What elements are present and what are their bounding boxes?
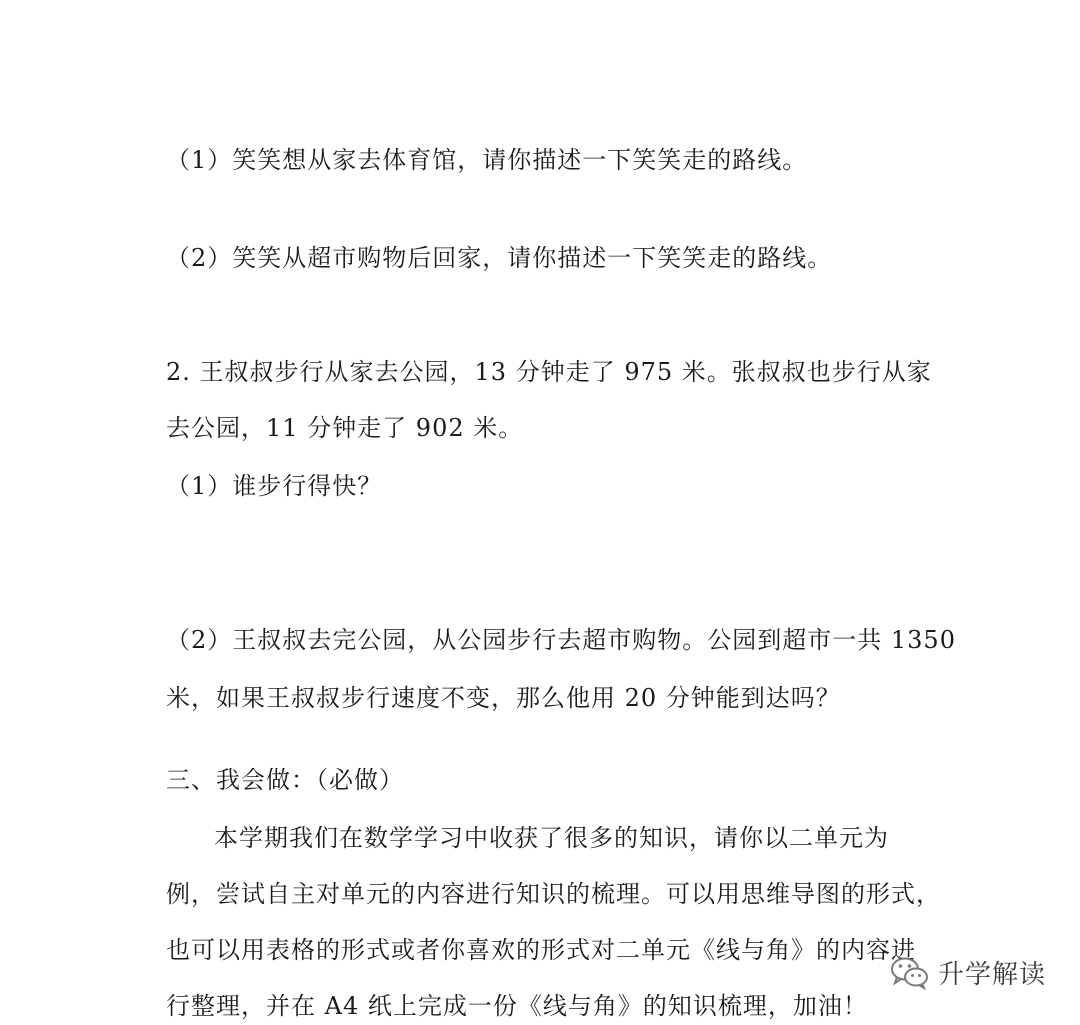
question-1-part-1: （1）笑笑想从家去体育馆，请你描述一下笑笑走的路线。 [166,146,808,174]
question-2-part-2-line-2: 米，如果王叔叔步行速度不变，那么他用 20 分钟能到达吗？ [166,684,841,712]
section-3-paragraph-line-4: 行整理，并在 A4 纸上完成一份《线与角》的知识梳理，加油！ [166,992,868,1020]
section-3-heading: 三、我会做：（必做） [166,766,404,794]
section-3-paragraph-line-1: 本学期我们在数学学习中收获了很多的知识，请你以二单元为 [214,824,889,852]
question-2-line-1: 2. 王叔叔步行从家去公园，13 分钟走了 975 米。张叔叔也步行从家 [166,358,932,386]
watermark [890,954,1046,991]
question-2-part-2-line-1: （2）王叔叔去完公园，从公园步行去超市购物。公园到超市一共 1350 [166,626,956,654]
question-2-line-2: 去公园，11 分钟走了 902 米。 [166,414,524,442]
watermark-text: 升学解读 [937,960,1046,990]
question-1-part-2: （2）笑笑从超市购物后回家，请你描述一下笑笑走的路线。 [166,244,833,272]
section-3-paragraph-line-2: 例，尝试自主对单元的内容进行知识的梳理。可以用思维导图的形式， [166,880,941,908]
wechat-icon [890,956,930,990]
section-3-paragraph-line-3: 也可以用表格的形式或者你喜欢的形式对二单元《线与角》的内容进 [166,936,916,964]
question-2-part-1: （1）谁步行得快？ [166,472,383,500]
